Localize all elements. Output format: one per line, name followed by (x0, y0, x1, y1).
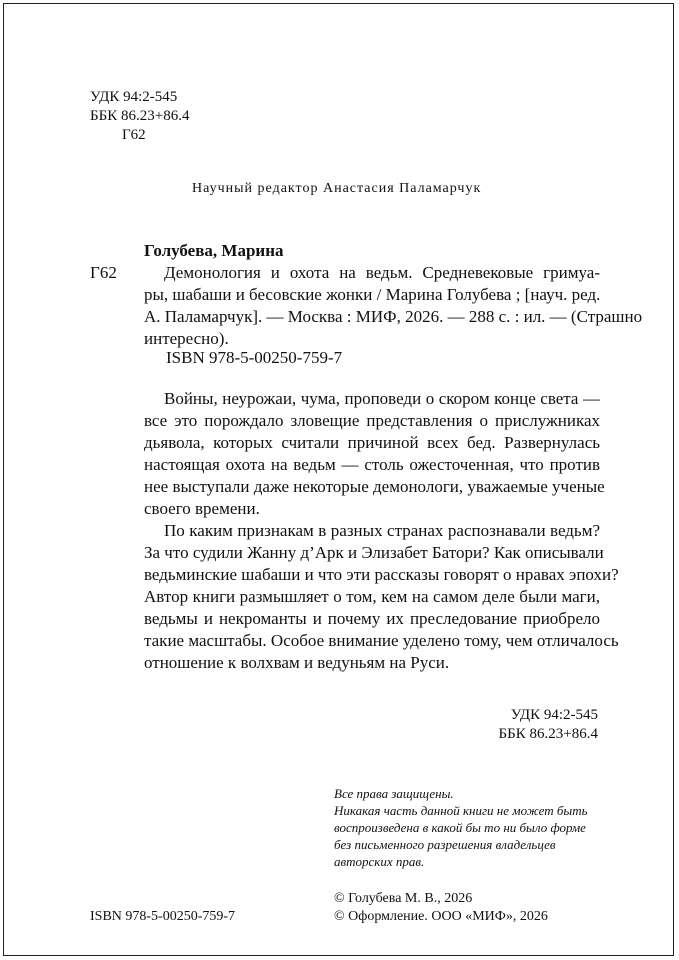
udk-code: УДК 94:2-545 (90, 89, 178, 105)
catalog-description (144, 262, 643, 350)
catalog-mark: Г62 (90, 263, 117, 282)
annotation-line: все это порождало зловещие представления о прислужниках (144, 411, 600, 430)
annotation-line: Автор книги размышляет о том, кем на самом деле были маги, (144, 587, 600, 606)
rights-line: Никакая часть данной книги не может быть (334, 803, 588, 818)
copyright-author: © Голубева М. В., 2026 (334, 891, 473, 906)
copyright-design: © Оформление. ООО «МИФ», 2026 (334, 909, 548, 924)
annotation-line: По каким признакам в разных странах распознавали ведьм? (164, 521, 600, 540)
footer-bbk-code: ББК 86.23+86.4 (498, 726, 598, 742)
annotation-line: такие масштабы. Особое внимание уделено тому, чем отличалось (144, 631, 619, 650)
catalog-description-line: Демонология и охота на ведьм. Средневековые гримуа- (164, 263, 600, 282)
rights-line: Все права защищены. (334, 786, 454, 801)
rights-line: авторских прав. (334, 854, 425, 869)
annotation-line: ведьминские шабаши и что эти рассказы говорят о нравах эпохи? (144, 565, 619, 584)
catalog-isbn: ISBN 978-5-00250-759-7 (166, 348, 343, 367)
annotation-line: дьявола, которых считали причиной всех бед. Развернулась (144, 433, 600, 452)
annotation-paragraph-1 (144, 388, 605, 520)
rights-line: без письменного разрешения владельцев (334, 837, 556, 852)
bottom-isbn: ISBN 978-5-00250-759-7 (90, 909, 236, 924)
annotation-paragraph-2 (144, 520, 619, 674)
annotation-line: ведьмы и некроманты и почему их преследование приобрело (144, 609, 600, 628)
catalog-description-line: ры, шабаши и бесовские жонки / Марина Голубева ; [науч. ред. (144, 285, 601, 304)
annotation-line: За что судили Жанну д’Арк и Элизабет Батори? Как описывали (144, 543, 604, 562)
bbk-code: ББК 86.23+86.4 (90, 108, 190, 124)
catalog-description-line: интересно). (144, 329, 229, 348)
copyright-page (3, 3, 674, 956)
footer-udk-code: УДК 94:2-545 (510, 707, 598, 723)
catalog-author-heading: Голубева, Марина (144, 241, 284, 260)
annotation-line: нее выступали даже некоторые демонологи, уважаемые ученые (144, 477, 605, 496)
annotation-line: настоящая охота на ведьм — столь ожесточенная, что против (144, 455, 600, 474)
annotation-line: отношение к волхвам и ведуньям на Руси. (144, 653, 450, 672)
annotation-line: Войны, неурожаи, чума, проповеди о скором конце света — (164, 389, 600, 408)
author-mark: Г62 (122, 127, 146, 143)
rights-notice (334, 785, 588, 870)
rights-line: воспроизведена в какой бы то ни было форме (334, 820, 586, 835)
annotation-line: своего времени. (144, 499, 260, 518)
scientific-editor-line: Научный редактор Анастасия Паламарчук (192, 181, 482, 196)
catalog-description-line: А. Паламарчук]. — Москва : МИФ, 2026. — 288 с. : ил. — (Страшно (144, 307, 643, 326)
